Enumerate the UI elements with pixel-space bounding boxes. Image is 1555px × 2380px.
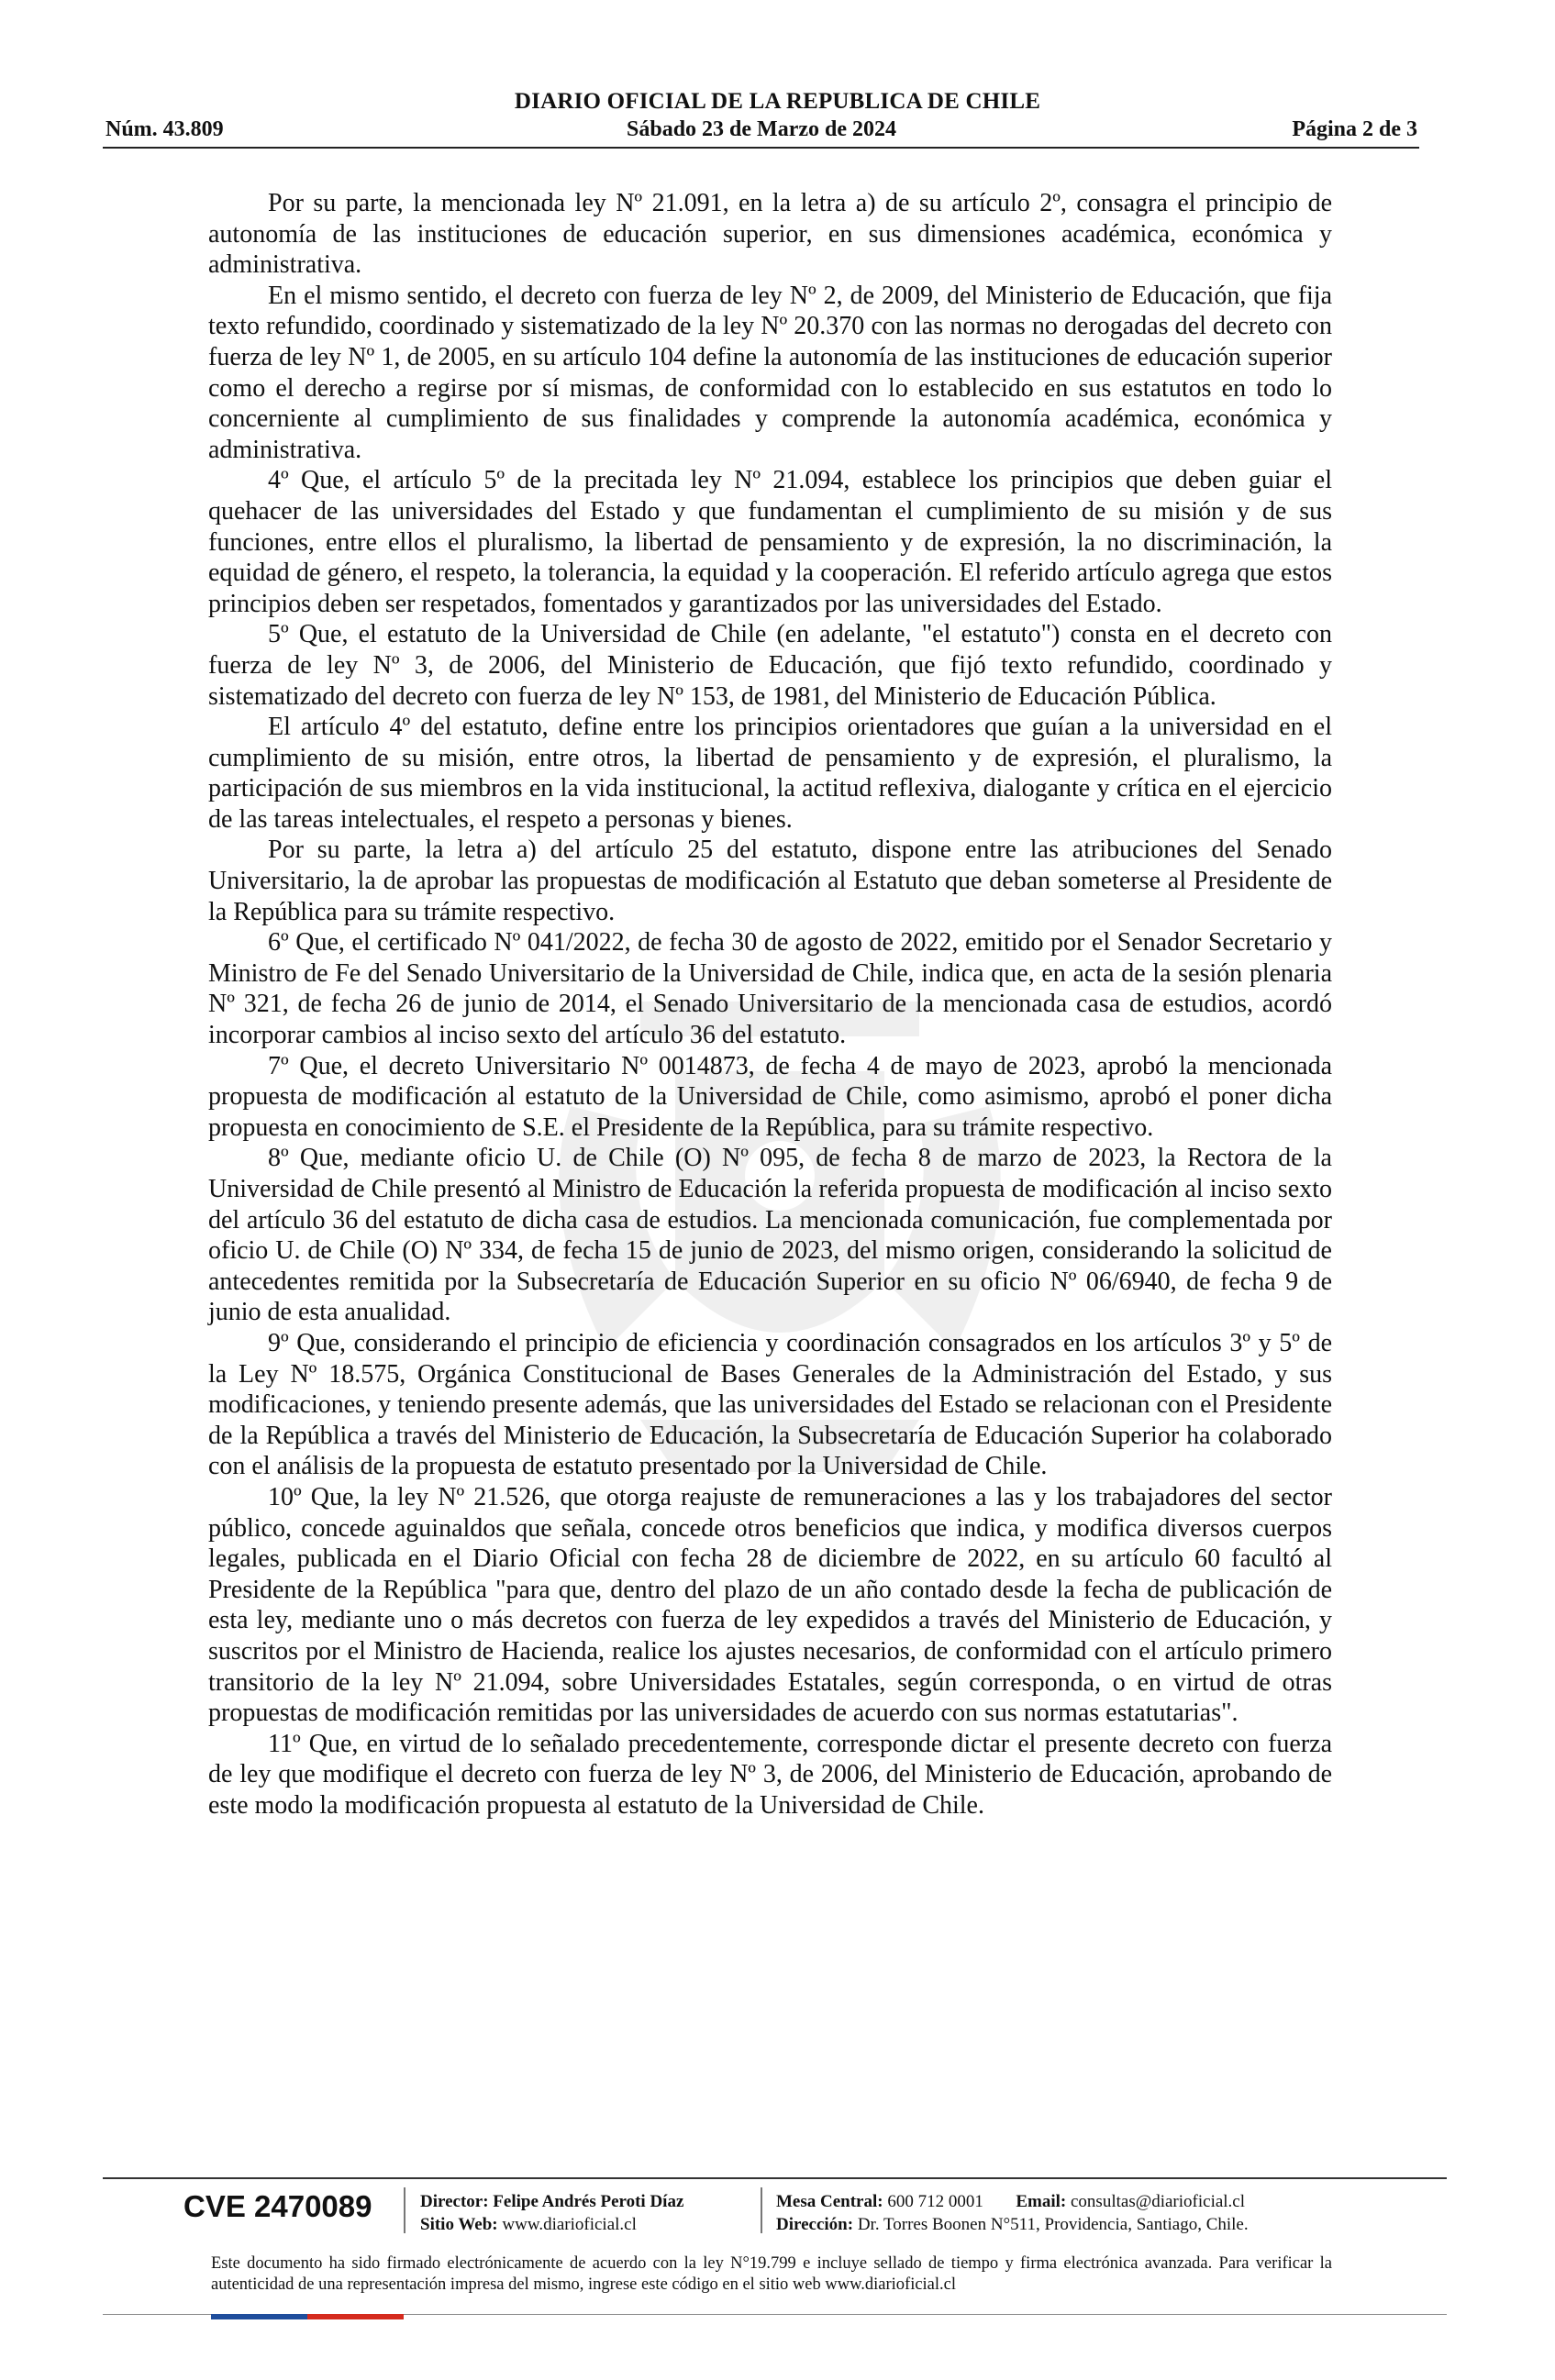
paragraph: 11º Que, en virtud de lo señalado precedentemente, corresponde dictar el presente decreto con fuerza de ley que modifique el decreto con fuerza de ley Nº 3, de 2006, del Ministerio de Educación, aprobando de este modo la modificación propuesta al estatuto de la Universidad de Chile. xyxy=(208,1729,1332,1820)
footer-separator xyxy=(761,2187,762,2233)
paragraph: 10º Que, la ley Nº 21.526, que otorga reajuste de remuneraciones a las y los trabajadores del sector público, concede aguinaldos que señala, concede otros beneficios que indica, y modifica diversos cuerpos legales, publicada en el Diario Oficial con fecha 28 de diciembre de 2022, en su artículo 60 facultó al Presidente de la República "para que, dentro del plazo de un año contado desde la fecha de publicación de esta ley, mediante uno o más decretos con fuerza de ley expedidos a través del Ministerio de Educación, y suscritos por el Ministro de Hacienda, realice los ajustes necesarios, de conformidad con el artículo primero transitorio de la ley Nº 21.094, sobre Universidades Estatales, según corresponda, o en virtud de otras propuestas de modificación remitidas por las universidades de acuerdo con sus normas estatutarias". xyxy=(208,1482,1332,1728)
director-name: Felipe Andrés Peroti Díaz xyxy=(493,2192,684,2211)
email-link[interactable]: consultas@diarioficial.cl xyxy=(1071,2192,1246,2211)
website-line xyxy=(420,2213,683,2236)
header-row xyxy=(106,117,1417,147)
footer-separator xyxy=(404,2187,405,2233)
paragraph: 6º Que, el certificado Nº 041/2022, de fecha 30 de agosto de 2022, emitido por el Senador Secretario y Ministro de Fe del Senado Universitario de la Universidad de Chile, indica que, en acta de la sesión plenaria Nº 321, de fecha 26 de junio de 2014, el Senado Universitario de la mencionada casa de estudios, acordó incorporar cambios al inciso sexto del artículo 36 del estatuto. xyxy=(208,928,1332,1050)
cve-code: CVE 2470089 xyxy=(183,2189,372,2223)
address-line xyxy=(776,2213,1249,2236)
mesa-central-label: Mesa Central: xyxy=(776,2192,883,2211)
signature-notice: Este documento ha sido firmado electrónicamente de acuerdo con la ley N°19.799 e incluye sellado de tiempo y firma electrónica avanzada. Para verificar la autenticidad de una representación impresa del mismo, ingrese este código en el sitio web www.diarioficial.cl xyxy=(211,2254,1332,2294)
page-indicator: Página 2 de 3 xyxy=(1292,117,1417,141)
paragraph: 8º Que, mediante oficio U. de Chile (O) Nº 095, de fecha 8 de marzo de 2023, la Rectora de la Universidad de Chile presentó al Ministro de Educación la referida propuesta de modificación al inciso sexto del artículo 36 del estatuto de dicha casa de estudios. La mencionada comunicación, fue complementada por oficio U. de Chile (O) Nº 334, de fecha 15 de junio de 2023, del mismo origen, considerando la solicitud de antecedentes remitida por la Subsecretaría de Educación Superior en su oficio Nº 06/6940, de fecha 9 de junio de esta anualidad. xyxy=(208,1144,1332,1327)
paragraph: 9º Que, considerando el principio de eficiencia y coordinación consagrados en los artículos 3º y 5º de la Ley Nº 18.575, Orgánica Constitucional de Bases Generales de la Administración del Estado, y sus modificaciones, y teniendo presente además, que las universidades del Estado se relacionan con el Presidente de la República a través del Ministerio de Educación, la Subsecretaría de Educación Superior ha colaborado con el análisis de la propuesta de estatuto presentado por la Universidad de Chile. xyxy=(208,1328,1332,1481)
paragraph: Por su parte, la mencionada ley Nº 21.091, en la letra a) de su artículo 2º, consagra el principio de autonomía de las instituciones de educación superior, en sus dimensiones académica, económica y administrativa. xyxy=(208,189,1332,280)
footer-divider xyxy=(103,2177,1447,2179)
gazette-title: DIARIO OFICIAL DE LA REPUBLICA DE CHILE xyxy=(514,89,1041,114)
website-label: Sitio Web: xyxy=(420,2215,498,2234)
paragraph: 7º Que, el decreto Universitario Nº 0014873, de fecha 4 de mayo de 2023, aprobó la mencionada propuesta de modificación al estatuto de la Universidad de Chile, como asimismo, aprobó el poner dicha propuesta en conocimiento de S.E. el Presidente de la República, para su trámite respectivo. xyxy=(208,1051,1332,1142)
footer-contact-block xyxy=(776,2190,1249,2236)
footer-director-block xyxy=(420,2190,683,2236)
address-value: Dr. Torres Boonen N°511, Providencia, Santiago, Chile. xyxy=(857,2215,1249,2234)
email-label: Email: xyxy=(1016,2192,1067,2211)
document-body xyxy=(208,188,1332,1821)
address-label: Dirección: xyxy=(776,2215,854,2234)
issue-number: Núm. 43.809 xyxy=(106,117,224,141)
flag-red-segment xyxy=(307,2314,404,2319)
paragraph: El artículo 4º del estatuto, define entre los principios orientadores que guían a la universidad en el cumplimiento de su misión, entre otros, la libertad de pensamiento y de expresión, el pluralismo, la participación de sus miembros en la vida institucional, la actitud reflexiva, dialogante y crítica en el ejercicio de las tareas intelectuales, el respeto a personas y bienes. xyxy=(208,713,1332,834)
paragraph: 4º Que, el artículo 5º de la precitada ley Nº 21.094, establece los principios que deben guiar el quehacer de las universidades del Estado y que fundamentan el cumplimiento de su misión y de sus funciones, entre ellos el pluralismo, la libertad de pensamiento y de expresión, la no discriminación, la equidad de género, el respeto, la tolerancia, la equidad y la cooperación. El referido artículo agrega que estos principios deben ser respetados, fomentados y garantizados por las universidades del Estado. xyxy=(208,466,1332,618)
mesa-central-phone: 600 712 0001 xyxy=(887,2192,983,2211)
header-divider xyxy=(103,147,1419,149)
director-label: Director: xyxy=(420,2192,489,2211)
contact-line xyxy=(776,2190,1249,2213)
issue-date: Sábado 23 de Marzo de 2024 xyxy=(627,117,896,141)
paragraph: En el mismo sentido, el decreto con fuerza de ley Nº 2, de 2009, del Ministerio de Educación, que fija texto refundido, coordinado y sistematizado de la ley Nº 20.370 con las normas no derogadas del decreto con fuerza de ley Nº 1, de 2005, en su artículo 104 define la autonomía de las instituciones de educación superior como el derecho a regirse por sí mismas, de conformidad con lo establecido en sus estatutos en todo lo concerniente al cumplimiento de sus finalidades y comprende la autonomía académica, económica y administrativa. xyxy=(208,281,1332,464)
director-line xyxy=(420,2190,683,2213)
flag-stripe xyxy=(211,2314,404,2319)
paragraph: Por su parte, la letra a) del artículo 25 del estatuto, dispone entre las atribuciones del Senado Universitario, la de aprobar las propuestas de modificación al Estatuto que deban someterse al Presidente de la República para su trámite respectivo. xyxy=(208,836,1332,926)
paragraph: 5º Que, el estatuto de la Universidad de Chile (en adelante, "el estatuto") consta en el decreto con fuerza de ley Nº 3, de 2006, del Ministerio de Educación, que fijó texto refundido, coordinado y sistematizado del decreto con fuerza de ley Nº 153, de 1981, del Ministerio de Educación Pública. xyxy=(208,620,1332,711)
flag-blue-segment xyxy=(211,2314,307,2319)
website-link[interactable]: www.diarioficial.cl xyxy=(502,2215,637,2234)
